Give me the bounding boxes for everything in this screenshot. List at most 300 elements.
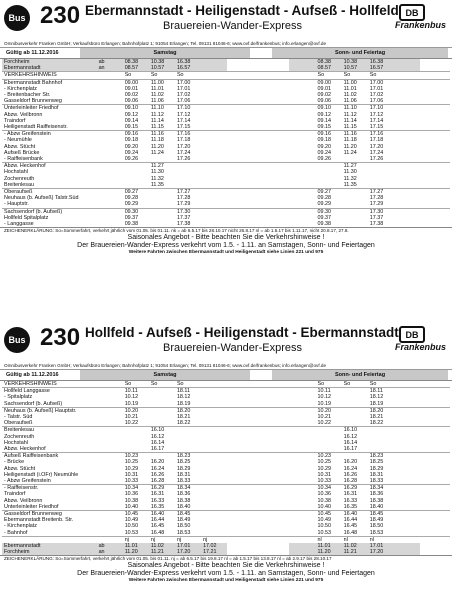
departure-time: nj <box>149 536 175 543</box>
column-gap <box>420 504 450 511</box>
departure-time: 08.57 <box>123 65 149 72</box>
departure-time: 09.20 <box>124 143 139 150</box>
departure-time: 17.01 <box>368 543 394 549</box>
stop-name: Ebermannstadt Breitenb. Str. <box>4 517 74 524</box>
stop-name: Traindorf <box>4 117 26 124</box>
stop-name: - Brücke <box>4 459 25 466</box>
departure-time: 16.45 <box>343 523 358 530</box>
departure-time: 10.25 <box>124 459 139 466</box>
departure-time <box>394 407 420 414</box>
departure-time: 11.24 <box>150 149 164 156</box>
departure-time <box>316 427 342 434</box>
departure-time <box>342 201 368 208</box>
column-gap <box>227 79 289 86</box>
departure-time <box>394 420 420 427</box>
departure-time <box>123 446 149 453</box>
departure-time: 16.24 <box>343 465 358 472</box>
departure-time <box>289 407 315 414</box>
departure-time <box>368 427 394 434</box>
departure-time: 16.48 <box>343 529 358 536</box>
column-gap <box>420 530 450 537</box>
column-gap <box>227 388 289 395</box>
stop-name: Ebermannstadt Bahnhof <box>2 79 97 86</box>
departure-time <box>394 485 420 492</box>
departure-time <box>201 381 227 388</box>
column-gap <box>420 65 450 72</box>
departure-time: So <box>149 72 175 79</box>
departure-time <box>394 427 420 434</box>
departure-time: 16.38 <box>175 59 201 65</box>
departure-time <box>201 182 227 189</box>
departure-time: 18.50 <box>176 523 191 530</box>
departure-time <box>289 156 315 163</box>
departure-time: 17.01 <box>369 85 384 92</box>
departure-time: 11.32 <box>343 175 357 182</box>
departure-time: 17.10 <box>368 105 394 112</box>
departure-time <box>394 388 420 395</box>
departure-time: 11.30 <box>150 169 164 176</box>
departure-time: 09.28 <box>124 195 139 202</box>
column-gap <box>420 420 450 427</box>
departure-time: 16.20 <box>150 459 165 466</box>
column-gap <box>227 124 289 131</box>
legend-notes: ZEICHENERKLÄRUNG: So=Sommerfahrt, verkehrt jährlich vom 01.05. bis 01.11. nk = ab 6.5.17 bis 28.10.17 nicht 26.8.17 nl = ab 1.5.17 bis 1.11.17, nicht 20.8.17, 27.8. <box>0 227 452 234</box>
departure-time: 18.33 <box>176 478 191 485</box>
departure-time <box>289 182 315 189</box>
departure-time: 09.00 <box>316 79 342 86</box>
stop-name: Sachsendorf (b. Aufseß) <box>2 208 97 215</box>
departure-time: 09.06 <box>124 98 139 105</box>
seasonal-notice-detail: Der Brauereien-Wander-Express verkehrt vom 1.5. - 1.11. an Samstagen, Sonn- und Feiertagen <box>77 242 375 250</box>
table-row <box>2 453 450 460</box>
departure-time: 17.20 <box>175 549 201 555</box>
departure-time: 10.11 <box>316 388 342 395</box>
departure-time <box>289 98 315 105</box>
stop-name: Sachsendorf (b. Aufseß) <box>4 400 63 407</box>
departure-time: 16.29 <box>342 485 368 492</box>
departure-time <box>97 485 123 492</box>
departure-time: 11.00 <box>342 79 368 86</box>
column-gap <box>420 156 450 163</box>
departure-time: 11.10 <box>342 105 368 112</box>
column-gap <box>420 72 450 79</box>
departure-time: 11.35 <box>343 181 357 188</box>
departure-time: 10.40 <box>317 503 332 510</box>
departure-time <box>201 511 227 518</box>
departure-time <box>289 453 315 460</box>
departure-time: 09.14 <box>317 117 332 124</box>
departure-time: 09.26 <box>317 156 332 163</box>
departure-time: 18.45 <box>175 511 201 518</box>
departure-time: 18.36 <box>176 491 191 498</box>
departure-time: 08.38 <box>123 59 149 65</box>
departure-time <box>289 201 315 208</box>
departure-time <box>201 79 227 86</box>
departure-time: 11.16 <box>342 131 368 138</box>
departure-time: 11.01 <box>343 85 357 92</box>
table-row <box>2 201 450 208</box>
departure-time <box>342 453 368 460</box>
departure-time: 09.29 <box>317 201 332 208</box>
departure-time: 18.50 <box>369 523 384 530</box>
stop-name: - Kirchenplatz <box>4 523 37 530</box>
departure-time: 11.15 <box>150 124 164 131</box>
departure-time <box>368 182 394 189</box>
departure-time <box>289 536 315 543</box>
departure-time: 09.20 <box>317 143 332 150</box>
departure-time <box>201 407 227 414</box>
departure-time <box>394 189 420 196</box>
departure-time <box>394 65 420 72</box>
departure-time <box>289 65 315 72</box>
departure-time <box>289 208 315 215</box>
saturday-header: Samstag <box>80 370 250 380</box>
departure-time <box>342 401 368 408</box>
departure-time: 16.45 <box>150 523 165 530</box>
column-gap <box>227 72 289 79</box>
departure-time: 17.16 <box>175 131 201 138</box>
departure-time: 16.10 <box>342 427 368 434</box>
departure-time <box>175 163 201 170</box>
departure-time: 10.49 <box>124 517 139 524</box>
departure-time: 11.24 <box>343 149 357 156</box>
departure-time: 11.21 <box>149 549 175 555</box>
stop-name: - Neumühle <box>4 137 32 144</box>
column-gap <box>420 485 450 492</box>
stop-name: Gasseldorf Brunnenweg <box>2 511 97 518</box>
departure-time: 09.06 <box>317 98 332 105</box>
stop-name: Aufseß Raiffeisenbank <box>2 453 97 460</box>
stop-name: - Raiffeisenstr. <box>2 485 97 492</box>
departure-time <box>394 530 420 537</box>
seasonal-notice: Saisonales Angebot - Bitte beachten Sie die Verkehrshinweise ! <box>127 234 325 242</box>
stop-name: Oberaufseß <box>2 189 97 196</box>
departure-time: 17.20 <box>368 549 394 555</box>
departure-time <box>97 124 123 131</box>
departure-time <box>289 446 315 453</box>
departure-time: 16.28 <box>343 478 358 485</box>
departure-time: 16.31 <box>150 491 165 498</box>
table-row <box>2 98 450 105</box>
departure-time: 17.20 <box>176 143 191 150</box>
departure-time <box>394 536 420 543</box>
departure-time: 09.10 <box>316 105 342 112</box>
departure-time: 18.22 <box>369 420 384 427</box>
departure-time: 10.12 <box>124 394 139 401</box>
column-gap <box>227 446 289 453</box>
departure-time: 16.57 <box>368 65 394 72</box>
departure-time: 18.21 <box>369 414 384 421</box>
departure-time: 09.01 <box>317 85 332 92</box>
column-gap <box>420 201 450 208</box>
column-gap <box>420 131 450 138</box>
departure-time <box>149 208 175 215</box>
departure-time: 17.27 <box>175 189 201 196</box>
column-gap <box>227 511 289 518</box>
departure-time <box>97 201 123 208</box>
departure-time <box>97 79 123 86</box>
departure-time <box>201 446 227 453</box>
departure-time: 17.30 <box>175 208 201 215</box>
departure-time <box>97 530 123 537</box>
departure-time <box>394 401 420 408</box>
departure-time: ab <box>97 543 123 549</box>
departure-time: 10.23 <box>123 453 149 460</box>
stop-name: - Abzw Greifenstein <box>2 131 97 138</box>
departure-time: 18.19 <box>369 400 384 407</box>
stop-name: - Abzw Greifenstein <box>4 478 51 485</box>
departure-time: nl <box>316 536 342 543</box>
stop-name <box>2 536 97 543</box>
departure-time: 17.01 <box>176 85 191 92</box>
departure-time: 17.20 <box>369 143 384 150</box>
departure-time: 11.32 <box>150 175 164 182</box>
departure-time: 11.18 <box>343 137 357 144</box>
stop-name: Unterleinleiter Friedhof <box>2 105 97 112</box>
validity-date: Gültig ab 11.12.2016 <box>6 372 59 378</box>
departure-time: 18.19 <box>176 400 191 407</box>
departure-time: 11.14 <box>150 117 164 124</box>
departure-time: 18.11 <box>368 388 394 395</box>
stop-name: Neuhaus (b. Aufseß) Talstr.Süd <box>4 195 79 202</box>
departure-time <box>201 504 227 511</box>
departure-time <box>394 105 420 112</box>
departure-time: 10.29 <box>317 465 332 472</box>
stop-name: Heiligenstadt Raiffeisenstr. <box>4 124 68 131</box>
db-logo: DB <box>399 4 425 21</box>
departure-time: 11.10 <box>149 105 175 112</box>
route-subtitle: Brauereien-Wander-Express <box>163 20 302 32</box>
route-title: Hollfeld - Aufseß - Heiligenstadt - Ebermannstadt <box>85 325 399 340</box>
departure-time: 11.01 <box>123 543 149 549</box>
table-row <box>2 189 450 196</box>
departure-time: 17.12 <box>176 111 191 118</box>
departure-time <box>201 98 227 105</box>
departure-time: 10.11 <box>123 388 149 395</box>
departure-time <box>149 388 175 395</box>
departure-time <box>289 530 315 537</box>
departure-time: 17.01 <box>175 543 201 549</box>
departure-time <box>394 478 420 485</box>
stop-name: - Breitenbacher Str. <box>4 92 51 99</box>
departure-time <box>97 446 123 453</box>
departure-time: 16.31 <box>343 491 358 498</box>
departure-time <box>201 105 227 112</box>
departure-time: 16.10 <box>149 427 175 434</box>
departure-time <box>289 189 315 196</box>
column-gap <box>227 189 289 196</box>
column-gap <box>227 530 289 537</box>
departure-time: 09.37 <box>317 214 332 221</box>
departure-time: 18.38 <box>369 497 384 504</box>
departure-time: 18.53 <box>369 529 384 536</box>
column-gap <box>227 478 289 485</box>
departure-time <box>342 208 368 215</box>
departure-time: 10.12 <box>317 394 332 401</box>
departure-time <box>149 156 175 163</box>
table-row <box>2 504 450 511</box>
departure-time: 11.00 <box>149 79 175 86</box>
departure-time <box>394 156 420 163</box>
departure-time: 17.00 <box>368 79 394 86</box>
column-gap <box>420 182 450 189</box>
stop-name: - Spitalplatz <box>4 394 33 401</box>
departure-time <box>97 182 123 189</box>
departure-time <box>97 401 123 408</box>
departure-time <box>123 427 149 434</box>
table-row <box>2 182 450 189</box>
departure-time <box>289 124 315 131</box>
departure-time: 09.26 <box>124 156 139 163</box>
departure-time: 10.57 <box>149 65 175 72</box>
departure-time: 11.12 <box>150 111 164 118</box>
departure-time: 16.40 <box>149 511 175 518</box>
column-header <box>0 370 452 381</box>
departure-time: 11.06 <box>343 98 357 105</box>
departure-time: 11.01 <box>150 85 164 92</box>
departure-time: 09.12 <box>317 111 332 118</box>
departure-time: 10.22 <box>317 420 332 427</box>
departure-time <box>97 131 123 138</box>
stop-name: Hochstahl <box>4 439 28 446</box>
table-row <box>2 208 450 215</box>
departure-time: 11.18 <box>150 137 164 144</box>
departure-time: an <box>97 65 123 72</box>
departure-time: 10.53 <box>124 529 139 536</box>
departure-time: 18.29 <box>176 465 191 472</box>
departure-time: 09.16 <box>123 131 149 138</box>
stop-name: - Raiffeisenbank <box>4 156 43 163</box>
departure-time: 17.14 <box>176 117 191 124</box>
departure-time: 10.25 <box>317 459 332 466</box>
column-gap <box>420 478 450 485</box>
departure-time <box>201 156 227 163</box>
column-gap <box>227 98 289 105</box>
column-gap <box>420 98 450 105</box>
departure-time <box>394 201 420 208</box>
departure-time: 18.12 <box>176 394 191 401</box>
departure-time: 17.28 <box>369 195 384 202</box>
departure-time: 09.15 <box>317 124 332 131</box>
stop-name: Abzw. Veilbronn <box>4 111 43 118</box>
departure-time: 16.29 <box>149 485 175 492</box>
departure-time: 09.12 <box>124 111 139 118</box>
departure-time: 16.35 <box>343 503 358 510</box>
departure-time <box>97 407 123 414</box>
stop-name: Neuhaus (b. Aufseß) Hauptstr. <box>2 407 97 414</box>
departure-time: 17.29 <box>369 201 384 208</box>
departure-time <box>201 420 227 427</box>
departure-time: So <box>343 381 351 387</box>
departure-time: 09.29 <box>124 201 139 208</box>
column-gap <box>227 156 289 163</box>
stop-name: Hollfeld Spitalplatz <box>4 214 49 221</box>
column-gap <box>420 189 450 196</box>
table-row <box>2 65 450 72</box>
departure-time: 18.49 <box>176 517 191 524</box>
departure-time: So <box>316 72 342 79</box>
departure-time: 10.45 <box>316 511 342 518</box>
departure-time: 11.20 <box>150 143 164 150</box>
departure-time <box>201 65 227 72</box>
departure-time: 18.23 <box>368 453 394 460</box>
stop-name: Breitenlesau <box>4 181 34 188</box>
departure-time <box>97 420 123 427</box>
table-row <box>2 401 450 408</box>
departure-time: 18.34 <box>175 485 201 492</box>
departure-time: 17.06 <box>176 98 191 105</box>
departure-time <box>394 511 420 518</box>
stop-name: Abzw. Veilbronn <box>4 497 43 504</box>
departure-time <box>289 131 315 138</box>
departure-time <box>394 163 420 170</box>
column-gap <box>227 453 289 460</box>
departure-time: 16.20 <box>343 459 358 466</box>
departure-time: 16.40 <box>342 511 368 518</box>
departure-time <box>97 511 123 518</box>
departure-time: 09.16 <box>316 131 342 138</box>
stop-name: Breitenlesau <box>2 427 97 434</box>
departure-time: 09.27 <box>316 189 342 196</box>
departure-time: 18.25 <box>176 459 191 466</box>
departure-time: 17.02 <box>176 92 191 99</box>
column-gap <box>420 446 450 453</box>
timetable-header <box>0 322 452 362</box>
departure-time: So <box>368 72 394 79</box>
departure-time: 08.57 <box>316 65 342 72</box>
departure-time: 16.57 <box>175 65 201 72</box>
departure-time <box>289 485 315 492</box>
departure-time <box>97 156 123 163</box>
departure-time <box>289 72 315 79</box>
departure-time: 17.00 <box>175 79 201 86</box>
table-row <box>2 156 450 163</box>
departure-time <box>201 189 227 196</box>
stop-name: - Langgasse <box>4 221 34 228</box>
departure-time: 17.30 <box>368 208 394 215</box>
route-title: Ebermannstadt - Heiligenstadt - Aufseß - Hollfeld <box>85 3 399 18</box>
departure-time: 18.11 <box>175 388 201 395</box>
departure-time: So <box>123 72 149 79</box>
departure-time: 11.21 <box>342 549 368 555</box>
departure-time: 11.14 <box>343 117 357 124</box>
column-gap <box>227 163 289 170</box>
departure-time <box>97 189 123 196</box>
departure-time: 10.49 <box>317 517 332 524</box>
departure-time <box>97 536 123 543</box>
departure-time <box>342 156 368 163</box>
departure-time: 17.37 <box>176 214 191 221</box>
departure-time: 09.02 <box>317 92 332 99</box>
departure-time: 18.31 <box>369 471 384 478</box>
column-gap <box>227 201 289 208</box>
departure-time: 18.38 <box>176 497 191 504</box>
stop-name: Abzw. Heckenhof <box>2 163 97 170</box>
departure-time: 09.15 <box>124 124 139 131</box>
frankenbus-logo: Frankenbus <box>395 20 447 30</box>
departure-time: nl <box>368 536 394 543</box>
departure-time: 16.26 <box>343 471 358 478</box>
column-gap <box>227 407 289 414</box>
column-gap <box>227 182 289 189</box>
departure-time: 18.25 <box>369 459 384 466</box>
departure-time: 17.28 <box>176 195 191 202</box>
departure-time: 10.20 <box>123 407 149 414</box>
column-gap <box>227 401 289 408</box>
departure-time <box>394 208 420 215</box>
table-row <box>2 407 450 414</box>
departure-time: 18.40 <box>369 503 384 510</box>
